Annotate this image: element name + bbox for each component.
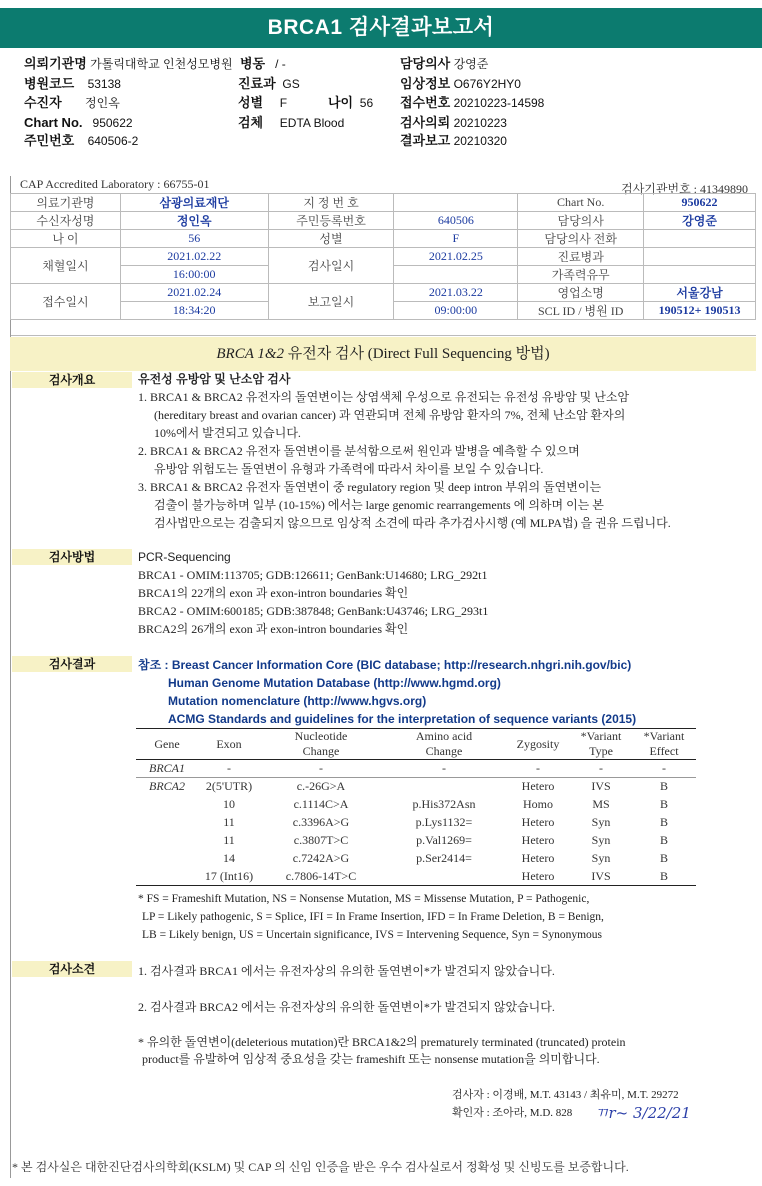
variant-cell: Syn bbox=[591, 833, 611, 847]
method-line: BRCA1 - OMIM:113705; GDB:126611; GenBank:U14680; LRG_292t1 bbox=[138, 568, 488, 582]
variant-cell: c.3807T>C bbox=[293, 833, 349, 847]
info-cell: 담당의사 전화 bbox=[518, 230, 644, 248]
variant-cell: p.Lys1132= bbox=[415, 815, 473, 829]
variant-table bbox=[136, 728, 696, 886]
hospital-code-label: 병원코드 bbox=[24, 76, 75, 91]
age-label: 나이 bbox=[328, 95, 354, 110]
variant-cell: Hetero bbox=[521, 815, 555, 829]
overview-line: 3. BRCA1 & BRCA2 유전자 돌연변이 중 regulatory region 및 deep intron 부위의 돌연변이는 bbox=[138, 480, 602, 494]
banner-gene: BRCA 1&2 bbox=[216, 346, 285, 362]
reference-line: Human Genome Mutation Database (http://www.hgmd.org) bbox=[168, 676, 501, 690]
table-row bbox=[136, 778, 696, 796]
specimen-label: 검체 bbox=[238, 115, 264, 130]
info-cell: SCL ID / 병원 ID bbox=[518, 302, 644, 320]
report-title: BRCA1 검사결과보고서 bbox=[0, 8, 762, 48]
info-cell: F bbox=[394, 230, 518, 248]
legend-line: * FS = Frameshift Mutation, NS = Nonsense Mutation, MS = Missense Mutation, P = Pathogenic, bbox=[138, 893, 590, 905]
specimen-value: EDTA Blood bbox=[279, 116, 345, 130]
variant-cell: - bbox=[198, 760, 260, 778]
table-row bbox=[136, 814, 696, 832]
report-label: 결과보고 bbox=[400, 133, 451, 148]
section-overview-label: 검사개요 bbox=[12, 372, 132, 388]
variant-cell: 2(5'UTR) bbox=[205, 779, 253, 794]
info-cell: 56 bbox=[120, 230, 268, 248]
variant-cell: B bbox=[659, 851, 668, 865]
method-line: PCR-Sequencing bbox=[138, 550, 231, 564]
variant-cell: Syn bbox=[591, 851, 611, 865]
info-cell bbox=[394, 266, 518, 284]
variant-cell: - bbox=[506, 760, 570, 778]
info-row bbox=[11, 212, 756, 230]
sex-value: F bbox=[279, 96, 288, 110]
info-row bbox=[11, 248, 756, 266]
reference-line: 참조 : Breast Cancer Information Core (BIC database; http://research.nhgri.nih.gov/bic) bbox=[138, 658, 632, 672]
variant-cell bbox=[382, 868, 506, 886]
method-line: BRCA2 - OMIM:600185; GDB:387848; GenBank:U43746; LRG_293t1 bbox=[138, 604, 489, 618]
variant-cell: 14 bbox=[223, 851, 235, 865]
info-row bbox=[11, 230, 756, 248]
variant-cell: c.1114C>A bbox=[293, 797, 349, 811]
variant-cell: Hetero bbox=[521, 779, 555, 794]
rrn-value: 640506-2 bbox=[87, 134, 139, 148]
variant-header-row bbox=[136, 729, 696, 760]
examiner-line: 검사자 : 이경배, M.T. 43143 / 최유미, M.T. 29272 bbox=[452, 1089, 679, 1101]
info-cell: 검사일시 bbox=[268, 248, 394, 284]
variant-header: Exon bbox=[198, 729, 260, 760]
variant-cell: BRCA2 bbox=[149, 779, 185, 794]
variant-header: Gene bbox=[136, 729, 198, 760]
info-row bbox=[11, 194, 756, 212]
variant-cell: 17 (Int16) bbox=[198, 868, 260, 886]
variant-cell: Hetero bbox=[521, 833, 555, 847]
overview-heading: 유전성 유방암 및 난소암 검사 bbox=[138, 372, 291, 386]
variant-header: Zygosity bbox=[506, 729, 570, 760]
banner-text: 유전자 검사 (Direct Full Sequencing 방법) bbox=[284, 346, 550, 362]
info-cell: 보고일시 bbox=[268, 284, 394, 320]
info-cell: 정인옥 bbox=[120, 212, 268, 230]
method-line: BRCA1의 22개의 exon 과 exon-intron boundaries 확인 bbox=[138, 586, 409, 600]
variant-cell bbox=[136, 850, 198, 868]
variant-cell: p.Val1269= bbox=[416, 833, 472, 847]
variant-cell bbox=[382, 778, 506, 796]
opinion-line: 1. 검사결과 BRCA1 에서는 유전자상의 유의한 돌연변이*가 발견되지 않았습니다. bbox=[138, 964, 555, 978]
variant-cell bbox=[136, 832, 198, 850]
variant-cell: 10 bbox=[223, 797, 235, 811]
info-cell: 2021.02.24 bbox=[120, 284, 268, 302]
variant-cell bbox=[136, 868, 198, 886]
info-cell: 나 이 bbox=[11, 230, 121, 248]
info-cell: 950622 bbox=[644, 194, 756, 212]
overview-line: 2. BRCA1 & BRCA2 유전자 돌연변이를 분석함으로써 원인과 발병을 예측할 수 있으며 bbox=[138, 444, 580, 458]
info-cell: 담당의사 bbox=[518, 212, 644, 230]
overview-line: 1. BRCA1 & BRCA2 유전자의 돌연변이는 상염색체 우성으로 유전되는 유전성 유방암 및 난소암 bbox=[138, 390, 630, 404]
variant-cell: BRCA1 bbox=[136, 760, 198, 778]
variant-cell: c.7242A>G bbox=[292, 851, 350, 865]
test-banner bbox=[10, 337, 756, 371]
variant-cell: 11 bbox=[223, 815, 235, 829]
table-row bbox=[136, 796, 696, 814]
patient-value: 정인옥 bbox=[85, 96, 120, 110]
variant-cell: - bbox=[382, 760, 506, 778]
variant-header: *Variant Type bbox=[570, 729, 632, 760]
opinion-line: * 유의한 돌연변이(deleterious mutation)란 BRCA1&2의 prematurely terminated (truncated) protein bbox=[138, 1035, 626, 1049]
table-row bbox=[136, 850, 696, 868]
section-result-label: 검사결과 bbox=[12, 656, 132, 672]
variant-cell: IVS bbox=[591, 779, 611, 794]
patient-info-table bbox=[10, 193, 756, 336]
variant-cell: - bbox=[570, 760, 632, 778]
variant-cell: IVS bbox=[570, 868, 632, 886]
info-cell: 2021.03.22 bbox=[394, 284, 518, 302]
info-cell: 190512+ 190513 bbox=[644, 302, 756, 320]
variant-header: *Variant Effect bbox=[632, 729, 696, 760]
chart-label: Chart No. bbox=[24, 115, 83, 130]
info-row bbox=[11, 320, 756, 336]
variant-cell: Syn bbox=[591, 815, 611, 829]
variant-cell: B bbox=[632, 868, 696, 886]
chart-value: 950622 bbox=[92, 116, 133, 130]
sex-label: 성별 bbox=[238, 95, 264, 110]
info-cell: 접수일시 bbox=[11, 284, 121, 320]
overview-line: 유방암 위험도는 돌연변이 유형과 가족력에 따라서 차이를 보일 수 있습니다. bbox=[154, 462, 544, 476]
ward-value: / - bbox=[275, 57, 286, 71]
info-cell: 의료기관명 bbox=[11, 194, 121, 212]
info-cell: 640506 bbox=[394, 212, 518, 230]
dept-label: 진료과 bbox=[238, 76, 276, 91]
variant-cell: B bbox=[659, 797, 668, 811]
variant-cell: B bbox=[659, 815, 668, 829]
patient-label: 수진자 bbox=[24, 95, 62, 110]
reference-line: Mutation nomenclature (http://www.hgvs.org) bbox=[168, 694, 427, 708]
footer-note: * 본 검사실은 대한진단검사의학회(KSLM) 및 CAP 의 신임 인증을 받은 우수 검사실로서 정확성 및 신빙도를 보증합니다. bbox=[12, 1160, 629, 1174]
accession-value: 20210223-14598 bbox=[453, 96, 545, 110]
overview-line: 검출이 불가능하며 일부 (10-15%) 에서는 large genomic rearrangements 에 의하며 이는 본 bbox=[154, 498, 604, 512]
reference-line: ACMG Standards and guidelines for the interpretation of sequence variants (2015) bbox=[168, 712, 637, 726]
request-label: 검사의뢰 bbox=[400, 115, 451, 130]
confirmer-line: 확인자 : 조아라, M.D. 828 bbox=[452, 1107, 573, 1119]
cap-accreditation: CAP Accredited Laboratory : 66755-01 bbox=[20, 177, 210, 191]
doctor-value: 강영준 bbox=[453, 57, 489, 71]
variant-cell bbox=[136, 814, 198, 832]
variant-cell: - bbox=[260, 760, 382, 778]
overview-line: (hereditary breast and ovarian cancer) 과 연관되며 전체 유방암 환자의 7%, 전체 난소암 환자의 bbox=[154, 408, 626, 422]
info-cell: 가족력유무 bbox=[518, 266, 644, 284]
section-opinion-label: 검사소견 bbox=[12, 961, 132, 977]
info-cell: 지 정 번 호 bbox=[268, 194, 394, 212]
section-method-label: 검사방법 bbox=[12, 549, 132, 565]
dept-value: GS bbox=[282, 77, 300, 91]
doctor-label: 담당의사 bbox=[400, 56, 451, 71]
ward-label: 병동 bbox=[240, 56, 266, 71]
variant-cell: c.7806-14T>C bbox=[260, 868, 382, 886]
lab-number: 검사기관번호 : 41349890 bbox=[621, 182, 748, 196]
info-cell: 강영준 bbox=[644, 212, 756, 230]
opinion-line: 2. 검사결과 BRCA2 에서는 유전자상의 유의한 돌연변이*가 발견되지 않았습니다. bbox=[138, 1000, 555, 1014]
info-cell: 성별 bbox=[268, 230, 394, 248]
info-cell bbox=[394, 194, 518, 212]
method-line: BRCA2의 26개의 exon 과 exon-intron boundaries 확인 bbox=[138, 622, 409, 636]
info-cell: 2021.02.22 bbox=[120, 248, 268, 266]
variant-cell: c.-26G>A bbox=[296, 779, 346, 794]
table-row bbox=[136, 868, 696, 886]
info-cell: 09:00:00 bbox=[394, 302, 518, 320]
clinical-info-value: O676Y2HY0 bbox=[453, 77, 521, 91]
institution-label: 의뢰기관명 bbox=[24, 56, 87, 71]
info-cell: 18:34:20 bbox=[120, 302, 268, 320]
variant-cell: Hetero bbox=[521, 851, 555, 865]
variant-header: Nucleotide Change bbox=[260, 729, 382, 760]
variant-header: Amino acid Change bbox=[382, 729, 506, 760]
variant-cell: 11 bbox=[223, 833, 235, 847]
request-value: 20210223 bbox=[453, 116, 507, 130]
legend-line: LB = Likely benign, US = Uncertain significance, IVS = Intervening Sequence, Syn = Synonymous bbox=[142, 929, 602, 941]
rrn-label: 주민번호 bbox=[24, 133, 75, 148]
variant-cell: Hetero bbox=[506, 868, 570, 886]
info-cell: Chart No. bbox=[518, 194, 644, 212]
variant-cell: p.His372Asn bbox=[412, 797, 476, 811]
opinion-line: product를 유발하여 임상적 중요성을 갖는 frameshift 또는 nonsense mutation을 의미합니다. bbox=[142, 1052, 600, 1066]
institution-value: 가톨릭대학교 인천성모병원 bbox=[90, 57, 233, 71]
age-value: 56 bbox=[359, 96, 374, 110]
info-cell: 서울강남 bbox=[644, 284, 756, 302]
legend-line: LP = Likely pathogenic, S = Splice, IFI = In Frame Insertion, IFD = In Frame Deletion, B = Benign, bbox=[142, 911, 604, 923]
variant-cell: B bbox=[659, 779, 668, 794]
info-cell: 삼광의료재단 bbox=[120, 194, 268, 212]
info-cell: 영업소명 bbox=[518, 284, 644, 302]
info-cell bbox=[644, 230, 756, 248]
info-cell bbox=[644, 266, 756, 284]
variant-cell: MS bbox=[592, 797, 610, 811]
variant-cell: c.3396A>G bbox=[292, 815, 350, 829]
info-cell bbox=[644, 248, 756, 266]
variant-cell bbox=[136, 796, 198, 814]
hospital-code-value: 53138 bbox=[87, 77, 121, 91]
info-cell: 진료병과 bbox=[518, 248, 644, 266]
info-spacer bbox=[11, 320, 756, 336]
variant-cell: Homo bbox=[523, 797, 553, 811]
info-cell: 2021.02.25 bbox=[394, 248, 518, 266]
info-cell: 16:00:00 bbox=[120, 266, 268, 284]
clinical-info-label: 임상정보 bbox=[400, 76, 451, 91]
info-cell: 주민등록번호 bbox=[268, 212, 394, 230]
info-row bbox=[11, 284, 756, 302]
overview-line: 10%에서 발견되고 있습니다. bbox=[154, 426, 301, 440]
table-row bbox=[136, 832, 696, 850]
overview-line: 검사법만으로는 검출되지 않으므로 임상적 소견에 따라 추가검사시행 (예 MLPA법) 을 권유 드립니다. bbox=[154, 516, 671, 530]
variant-cell: B bbox=[659, 833, 668, 847]
report-value: 20210320 bbox=[453, 134, 507, 148]
handwritten-signature: ㄲr~ 3/22/21 bbox=[594, 1104, 691, 1122]
accession-label: 접수번호 bbox=[400, 95, 451, 110]
table-row bbox=[136, 760, 696, 778]
info-cell: 수신자성명 bbox=[11, 212, 121, 230]
variant-cell: - bbox=[632, 760, 696, 778]
info-cell: 채혈일시 bbox=[11, 248, 121, 284]
variant-cell: p.Ser2414= bbox=[416, 851, 472, 865]
